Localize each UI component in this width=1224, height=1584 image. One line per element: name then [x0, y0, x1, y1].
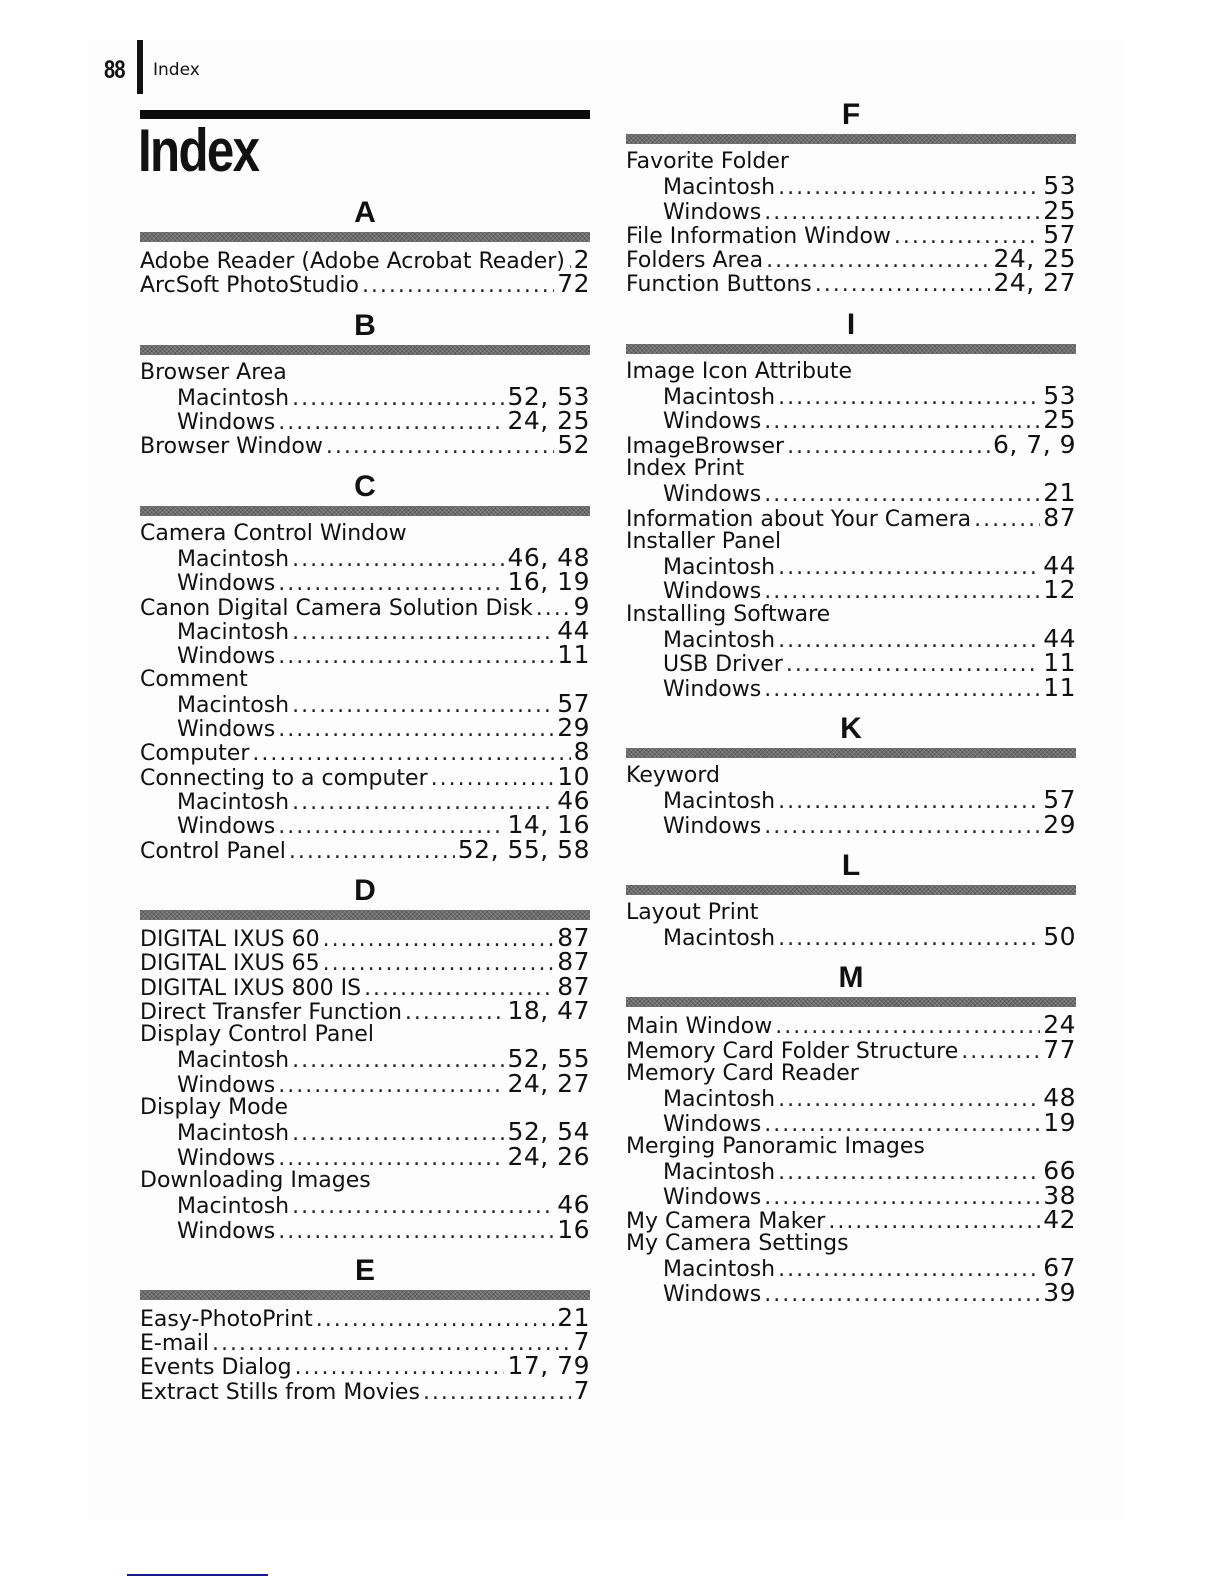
dot-leader: [787, 435, 990, 459]
entry-term: Installer Panel: [626, 528, 782, 554]
index-subentry: [626, 1156, 1076, 1186]
dot-leader: [292, 694, 554, 718]
entry-pages[interactable]: 48: [1043, 1083, 1076, 1113]
entry-term: ImageBrowser: [626, 433, 785, 459]
index-entry: [140, 1351, 590, 1381]
bottom-link-underline[interactable]: [127, 1574, 268, 1576]
index-subentry: [626, 171, 1076, 201]
index-subentry: [140, 688, 590, 718]
entry-pages[interactable]: 53: [1043, 381, 1076, 411]
dot-leader: [278, 718, 554, 742]
entry-term: Windows: [663, 1111, 762, 1137]
dot-leader: [778, 1161, 1040, 1185]
entry-term: Windows: [177, 717, 276, 743]
index-subentry: [626, 195, 1076, 225]
entry-pages[interactable]: 24, 27: [507, 1068, 590, 1098]
entry-pages[interactable]: 46, 48: [507, 543, 590, 573]
index-entry: [140, 269, 590, 299]
dot-leader: [405, 1001, 505, 1025]
entry-term: Macintosh: [177, 619, 290, 645]
index-subentry: [626, 672, 1076, 702]
dot-leader: [431, 767, 555, 791]
entry-term: Windows: [177, 1145, 276, 1171]
index-entry: [140, 245, 590, 274]
entry-term: Macintosh: [177, 1048, 290, 1074]
index-section-l: [626, 849, 1076, 950]
dot-leader: [778, 1258, 1040, 1282]
dot-leader: [323, 928, 555, 952]
entry-pages[interactable]: 42: [1043, 1204, 1076, 1234]
section-letter: K: [840, 711, 862, 745]
entry-term: My Camera Settings: [626, 1231, 849, 1257]
entry-pages[interactable]: 52: [557, 430, 590, 460]
entry-pages[interactable]: 87: [557, 947, 590, 977]
index-subentry: [140, 615, 590, 645]
entry-pages[interactable]: 46: [557, 1190, 590, 1220]
index-entry: [626, 603, 1076, 627]
dot-leader: [278, 572, 504, 596]
entry-pages[interactable]: 46: [557, 786, 590, 816]
entry-pages[interactable]: 9: [573, 591, 590, 621]
entry-pages[interactable]: 11: [1043, 672, 1076, 702]
entry-term: Windows: [663, 579, 762, 605]
entry-term: Computer: [140, 741, 250, 767]
entry-term: Extract Stills from Movies: [140, 1379, 420, 1405]
dot-leader: [323, 952, 555, 976]
index-entry: [626, 764, 1076, 788]
dot-leader: [292, 1049, 504, 1073]
dot-leader: [292, 1122, 504, 1146]
entry-term: Comment: [140, 666, 248, 692]
section-letter: D: [354, 873, 376, 907]
index-section-a: [140, 196, 590, 297]
entry-term: Information about Your Camera: [626, 506, 972, 532]
dot-leader: [326, 435, 554, 459]
entry-term: USB Driver: [663, 652, 783, 678]
section-letter: L: [841, 848, 861, 882]
entry-pages[interactable]: 11: [1043, 648, 1076, 678]
entry-pages[interactable]: 17, 79: [507, 1351, 590, 1381]
entry-pages[interactable]: 24, 26: [507, 1141, 590, 1171]
entry-pages[interactable]: 57: [1043, 785, 1076, 815]
index-column-right: [626, 98, 1076, 1317]
entry-pages[interactable]: 21: [557, 1302, 590, 1332]
entry-pages[interactable]: 18, 47: [507, 995, 590, 1025]
index-subentry: [626, 1277, 1076, 1307]
entry-pages[interactable]: 50: [1043, 922, 1076, 952]
index-entry: [140, 1375, 590, 1405]
index-subentry: [626, 624, 1076, 654]
index-subentry: [626, 648, 1076, 678]
entry-term: Memory Card Reader: [626, 1061, 859, 1087]
running-title: Index: [153, 60, 200, 80]
entry-pages[interactable]: 52, 54: [507, 1117, 590, 1147]
entry-term: Macintosh: [177, 385, 290, 411]
entry-term: DIGITAL IXUS 60: [140, 926, 320, 952]
dot-leader: [278, 1220, 554, 1244]
entry-pages[interactable]: 24, 25: [993, 244, 1076, 274]
index-entry: [626, 502, 1076, 532]
entry-pages[interactable]: 16: [557, 1214, 590, 1244]
dot-leader: [764, 1283, 1040, 1307]
index-subentry: [140, 406, 590, 436]
index-section-d: [140, 874, 590, 1242]
section-letter: F: [841, 98, 861, 131]
entry-term: Macintosh: [663, 1160, 776, 1186]
entry-term: ArcSoft PhotoStudio: [140, 273, 359, 299]
header-divider-bar: [137, 40, 143, 94]
section-letter: B: [354, 308, 376, 342]
dot-leader: [278, 411, 504, 435]
index-subentry: [626, 1253, 1076, 1283]
index-subentry: [140, 1068, 590, 1098]
dot-leader: [764, 1186, 1040, 1210]
entry-term: Windows: [177, 1218, 276, 1244]
entry-term: Function Buttons: [626, 272, 812, 298]
entry-term: Folders Area: [626, 248, 764, 274]
entry-term: Canon Digital Camera Solution Disk: [140, 595, 533, 621]
entry-term: Macintosh: [177, 1194, 290, 1220]
entry-term: DIGITAL IXUS 800 IS: [140, 975, 362, 1001]
entry-term: Control Panel: [140, 838, 286, 864]
entry-term: Main Window: [626, 1014, 773, 1040]
index-entry: [140, 1169, 590, 1193]
index-subentry: [626, 922, 1076, 952]
dot-leader: [292, 548, 504, 572]
entry-term: Downloading Images: [140, 1167, 371, 1193]
dot-leader: [764, 678, 1040, 702]
dot-leader: [423, 1381, 571, 1405]
dot-leader: [775, 1015, 1040, 1039]
entry-term: Macintosh: [663, 385, 776, 411]
index-entry: [626, 1232, 1076, 1256]
entry-pages[interactable]: 19: [1043, 1107, 1076, 1137]
index-subentry: [140, 1190, 590, 1220]
entry-term: Adobe Reader (Adobe Acrobat Reader): [140, 249, 565, 274]
entry-term: DIGITAL IXUS 65: [140, 951, 320, 977]
dot-leader: [316, 1308, 554, 1332]
index-entry: [140, 834, 590, 864]
index-subentry: [626, 1083, 1076, 1113]
entry-term: Macintosh: [177, 790, 290, 816]
index-subentry: [140, 1214, 590, 1244]
entry-pages[interactable]: 57: [557, 688, 590, 718]
section-rule: [140, 506, 590, 516]
entry-term: Windows: [177, 1072, 276, 1098]
index-section-f: [626, 98, 1076, 296]
dot-leader: [786, 653, 1040, 677]
entry-term: Installing Software: [626, 601, 831, 627]
index-entry: [626, 1062, 1076, 1086]
dot-leader: [778, 556, 1040, 580]
dot-leader: [828, 1210, 1040, 1234]
entry-pages[interactable]: 21: [1043, 478, 1076, 508]
dot-leader: [362, 274, 554, 298]
section-letter: A: [354, 196, 376, 229]
entry-pages[interactable]: 2: [573, 245, 590, 274]
index-entry: [626, 1204, 1076, 1234]
entry-term: Macintosh: [177, 1121, 290, 1147]
index-section-i: [626, 308, 1076, 700]
entry-term: Display Mode: [140, 1095, 289, 1121]
entry-term: E-mail: [140, 1331, 209, 1357]
entry-pages[interactable]: 11: [557, 640, 590, 670]
entry-term: Macintosh: [663, 789, 776, 815]
index-subentry: [140, 810, 590, 840]
entry-term: Macintosh: [663, 555, 776, 581]
index-subentry: [140, 1141, 590, 1171]
entry-pages[interactable]: 52, 53: [507, 381, 590, 411]
entry-pages[interactable]: 87: [1043, 502, 1076, 532]
index-subentry: [140, 567, 590, 597]
section-letter: M: [838, 961, 864, 995]
entry-pages[interactable]: 57: [1043, 219, 1076, 249]
index-entry: [626, 901, 1076, 925]
entry-pages[interactable]: 52, 55: [507, 1044, 590, 1074]
entry-pages[interactable]: 44: [1043, 551, 1076, 581]
entry-term: Macintosh: [663, 1087, 776, 1113]
index-subentry: [626, 1180, 1076, 1210]
entry-pages[interactable]: 53: [1043, 171, 1076, 201]
dot-leader: [764, 483, 1040, 507]
entry-pages[interactable]: 25: [1043, 195, 1076, 225]
index-entry: [140, 947, 590, 977]
index-entry: [626, 360, 1076, 384]
index-subentry: [140, 640, 590, 670]
entry-pages[interactable]: 52, 55, 58: [457, 834, 590, 864]
entry-pages[interactable]: 44: [557, 615, 590, 645]
entry-term: Connecting to a computer: [140, 765, 428, 791]
entry-term: Windows: [663, 409, 762, 435]
dot-leader: [778, 790, 1040, 814]
section-rule: [140, 345, 590, 355]
entry-term: Camera Control Window: [140, 520, 407, 546]
entry-pages[interactable]: 29: [1043, 809, 1076, 839]
index-entry: [140, 737, 590, 767]
entry-pages[interactable]: 25: [1043, 405, 1076, 435]
section-letter: E: [354, 1253, 375, 1287]
entry-pages[interactable]: 7: [573, 1327, 590, 1357]
entry-term: Windows: [177, 644, 276, 670]
entry-term: Merging Panoramic Images: [626, 1133, 925, 1159]
entry-pages[interactable]: 12: [1043, 575, 1076, 605]
section-rule: [140, 232, 590, 242]
index-subentry: [140, 713, 590, 743]
dot-leader: [815, 273, 991, 297]
index-entry: [626, 1135, 1076, 1159]
entry-term: Windows: [177, 571, 276, 597]
entry-term: Windows: [177, 814, 276, 840]
entry-term: File Information Window: [626, 223, 891, 249]
index-entry: [626, 1010, 1076, 1040]
entry-pages[interactable]: 66: [1043, 1156, 1076, 1186]
index-subentry: [626, 381, 1076, 411]
entry-pages[interactable]: 24: [1043, 1010, 1076, 1040]
dot-leader: [778, 927, 1040, 951]
section-letter: I: [846, 307, 856, 341]
index-entry: [140, 922, 590, 952]
dot-leader: [295, 1356, 505, 1380]
entry-term: Windows: [663, 199, 762, 225]
index-entry: [140, 1302, 590, 1332]
dot-leader: [961, 1040, 1040, 1064]
dot-leader: [278, 645, 554, 669]
entry-term: Windows: [663, 813, 762, 839]
dot-leader: [292, 621, 554, 645]
entry-term: Memory Card Folder Structure: [626, 1038, 959, 1064]
index-entry: [626, 457, 1076, 481]
entry-pages[interactable]: 72: [557, 269, 590, 299]
dot-leader: [764, 201, 1040, 225]
dot-leader: [252, 742, 570, 766]
section-rule: [626, 344, 1076, 354]
entry-term: Macintosh: [663, 1257, 776, 1283]
index-entry: [626, 1034, 1076, 1064]
index-subentry: [626, 1107, 1076, 1137]
index-entry: [140, 591, 590, 621]
dot-leader: [289, 840, 455, 864]
index-subentry: [626, 785, 1076, 815]
entry-term: My Camera Maker: [626, 1208, 826, 1234]
index-entry: [626, 429, 1076, 459]
index-entry: [140, 668, 590, 692]
entry-pages[interactable]: 87: [557, 922, 590, 952]
entry-term: Macintosh: [663, 175, 776, 201]
section-rule: [626, 885, 1076, 895]
entry-term: Macintosh: [177, 547, 290, 573]
page-title: Index: [138, 117, 259, 184]
entry-pages[interactable]: 67: [1043, 1253, 1076, 1283]
entry-pages[interactable]: 16, 19: [507, 567, 590, 597]
entry-pages[interactable]: 14, 16: [507, 810, 590, 840]
entry-term: Windows: [663, 676, 762, 702]
section-rule: [626, 997, 1076, 1007]
entry-term: Easy-PhotoPrint: [140, 1306, 313, 1332]
entry-pages[interactable]: 7: [573, 1375, 590, 1405]
entry-term: Layout Print: [626, 899, 759, 925]
entry-term: Windows: [177, 410, 276, 436]
dot-leader: [778, 1088, 1040, 1112]
index-subentry: [626, 809, 1076, 839]
entry-term: Browser Window: [140, 434, 323, 460]
entry-term: Favorite Folder: [626, 149, 789, 174]
index-entry: [626, 150, 1076, 174]
section-rule: [626, 748, 1076, 758]
entry-pages[interactable]: 29: [557, 713, 590, 743]
entry-term: Macintosh: [663, 628, 776, 654]
entry-term: Events Dialog: [140, 1355, 292, 1381]
entry-pages[interactable]: 6, 7, 9: [992, 429, 1076, 459]
index-entry: [626, 268, 1076, 298]
entry-term: Windows: [663, 1184, 762, 1210]
index-entry: [140, 995, 590, 1025]
index-section-k: [626, 712, 1076, 837]
dot-leader: [974, 508, 1040, 532]
dot-leader: [766, 249, 990, 273]
index-section-c: [140, 470, 590, 862]
entry-term: Macintosh: [177, 692, 290, 718]
entry-pages[interactable]: 39: [1043, 1277, 1076, 1307]
entry-term: Keyword: [626, 762, 720, 788]
index-subentry: [626, 551, 1076, 581]
index-section-e: [140, 1254, 590, 1403]
entry-term: Image Icon Attribute: [626, 358, 853, 384]
entry-term: Windows: [663, 482, 762, 508]
index-entry: [140, 430, 590, 460]
entry-pages[interactable]: 38: [1043, 1180, 1076, 1210]
section-rule: [626, 134, 1076, 144]
section-rule: [140, 910, 590, 920]
page-number: 88: [104, 56, 125, 84]
index-entry: [140, 761, 590, 791]
index-section-m: [626, 961, 1076, 1305]
entry-pages[interactable]: 44: [1043, 624, 1076, 654]
entry-pages[interactable]: 24, 25: [507, 406, 590, 436]
section-letter: C: [354, 469, 376, 503]
index-entry: [626, 530, 1076, 554]
entry-pages[interactable]: 10: [557, 761, 590, 791]
index-column-left: [140, 196, 590, 1415]
entry-pages[interactable]: 87: [557, 971, 590, 1001]
entry-term: Macintosh: [663, 926, 776, 952]
index-subentry: [626, 478, 1076, 508]
dot-leader: [292, 387, 504, 411]
entry-term: Display Control Panel: [140, 1022, 374, 1048]
dot-leader: [778, 629, 1040, 653]
entry-term: Index Print: [626, 455, 745, 481]
dot-leader: [778, 176, 1040, 200]
index-section-b: [140, 309, 590, 458]
index-subentry: [626, 575, 1076, 605]
dot-leader: [278, 1074, 504, 1098]
entry-pages[interactable]: 77: [1043, 1034, 1076, 1064]
entry-term: Windows: [663, 1281, 762, 1307]
entry-pages[interactable]: 24, 27: [993, 268, 1076, 298]
section-rule: [140, 1290, 590, 1300]
entry-term: Direct Transfer Function: [140, 999, 402, 1025]
dot-leader: [764, 815, 1040, 839]
dot-leader: [292, 1195, 554, 1219]
entry-pages[interactable]: 8: [573, 737, 590, 767]
index-subentry: [140, 1117, 590, 1147]
dot-leader: [778, 386, 1040, 410]
entry-term: Browser Area: [140, 359, 287, 385]
